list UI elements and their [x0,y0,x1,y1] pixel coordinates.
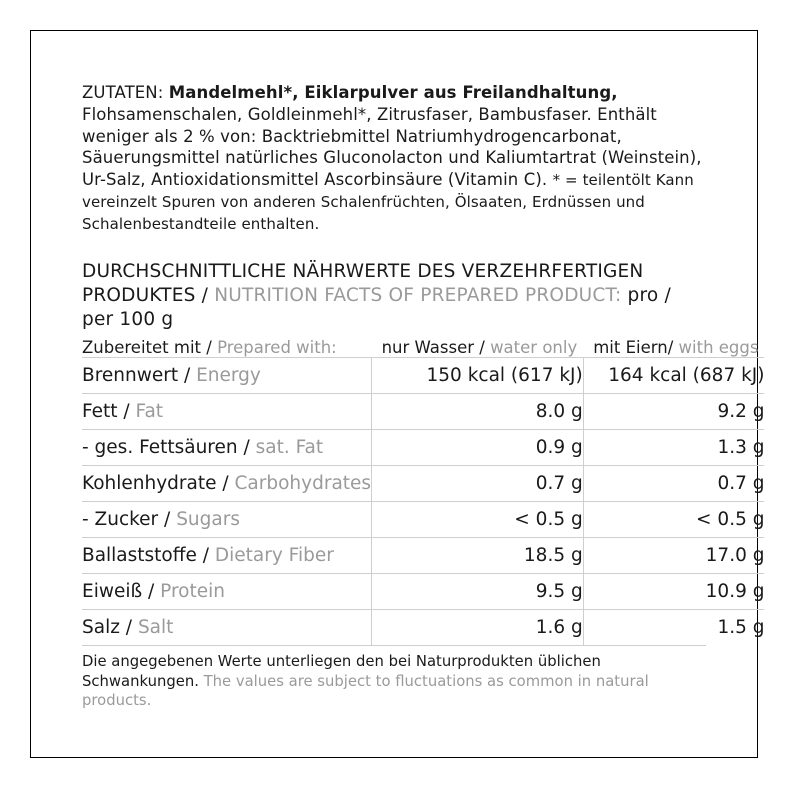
row-label-de: - Zucker / [82,509,171,531]
footnote-de: Die angegebenen Werte unterliegen den bei Naturprodukten üblichen Schwankungen. [82,653,601,690]
row-label-fat [82,394,372,430]
table-row [82,466,764,502]
row-value-water: < 0.5 g [372,502,584,538]
row-label-de: Fett / [82,401,130,423]
row-value-water: 8.0 g [372,394,584,430]
row-label-salt [82,610,372,646]
row-value-eggs: 164 kcal (687 kJ) [583,358,764,394]
row-value-eggs: 0.7 g [583,466,764,502]
row-label-de: Salz / [82,617,133,639]
row-value-eggs: 17.0 g [583,538,764,574]
ingredients-line-2: Flohsamenschalen, Goldleinmehl*, Zitrusfaser, Bambusfaser. [82,104,592,124]
row-label-en: Sugars [176,509,240,531]
row-label-en: sat. Fat [255,437,324,459]
row-label-en: Fat [135,401,164,423]
row-label-en: Salt [137,617,174,639]
row-label-dietary-fiber [82,538,372,574]
prepared-with-en: Prepared with: [217,338,337,358]
table-row [82,394,764,430]
table-row [82,358,764,394]
row-label-sugars [82,502,372,538]
row-label-en: Protein [160,581,225,603]
nutrition-table-body [82,358,764,646]
table-row [82,574,764,610]
footnote-block [82,645,706,710]
nutrition-heading-de: DURCHSCHNITTLICHE NÄHRWERTE DES VERZEHRFERTIGEN PRODUKTES / [82,261,644,307]
footnote-en: The values are subject to fluctuations as common in natural products. [82,672,649,709]
label-content [30,30,765,710]
row-value-water: 18.5 g [372,538,584,574]
row-value-water: 1.6 g [372,610,584,646]
ingredients-block [82,82,706,234]
table-header-row [82,338,764,358]
row-label-de: Ballaststoffe / [82,545,209,567]
row-label-en: Dietary Fiber [214,545,334,567]
column-header-water-en: water only [490,338,578,358]
column-header-water [372,338,584,358]
table-row [82,538,764,574]
row-value-eggs: 1.5 g [583,610,764,646]
column-header-water-de: nur Wasser / [381,338,485,358]
nutrition-basis-en: per 100 g [82,308,174,330]
row-label-protein [82,574,372,610]
row-label-en: Carbohydrates [234,473,372,495]
ingredients-line-3: Enthält weniger als 2 % von: Backtriebmittel Natriumhydrogencarbonat, Säuerungsmittel natürliches Gluconolacton und Kaliumtartrat (Weinstein), Ur-Salz, Antioxidationsmittel Ascorbinsäure (Vitamin C). [82,104,702,190]
nutrition-basis-de: pro / [627,285,671,307]
row-value-eggs: 1.3 g [583,430,764,466]
row-value-water: 0.7 g [372,466,584,502]
nutrition-heading [82,260,706,331]
ingredients-bold-items: Mandelmehl*, Eiklarpulver aus Freilandhaltung, [168,83,618,102]
table-row [82,430,764,466]
row-label-de: Eiweiß / [82,581,155,603]
column-header-eggs [583,338,764,358]
ingredients-heading: ZUTATEN: [82,83,164,102]
row-label-en: Energy [196,365,261,387]
row-value-water: 0.9 g [372,430,584,466]
column-header-eggs-de: mit Eiern/ [593,338,674,358]
row-value-eggs: 9.2 g [583,394,764,430]
nutrition-heading-en: NUTRITION FACTS OF PREPARED PRODUCT: [214,285,622,307]
prepared-with-header [82,338,372,358]
prepared-with-de: Zubereitet mit / [82,338,212,358]
table-row [82,502,764,538]
row-label-carbohydrates [82,466,372,502]
row-label-de: - ges. Fettsäuren / [82,437,250,459]
row-value-eggs: < 0.5 g [583,502,764,538]
nutrition-table [82,338,764,645]
column-header-eggs-en: with eggs [678,338,759,358]
ingredients-allergen-note: * = teilentölt Kann vereinzelt Spuren von anderen Schalenfrüchten, Ölsaaten, Erdnüssen und Schalenbestandteile enthalten. [82,171,694,233]
row-label-saturated-fat [82,430,372,466]
row-value-water: 9.5 g [372,574,584,610]
row-label-de: Brennwert / [82,365,191,387]
table-row [82,610,764,646]
row-label-energy [82,358,372,394]
row-label-de: Kohlenhydrate / [82,473,229,495]
row-value-water: 150 kcal (617 kJ) [372,358,584,394]
row-value-eggs: 10.9 g [583,574,764,610]
